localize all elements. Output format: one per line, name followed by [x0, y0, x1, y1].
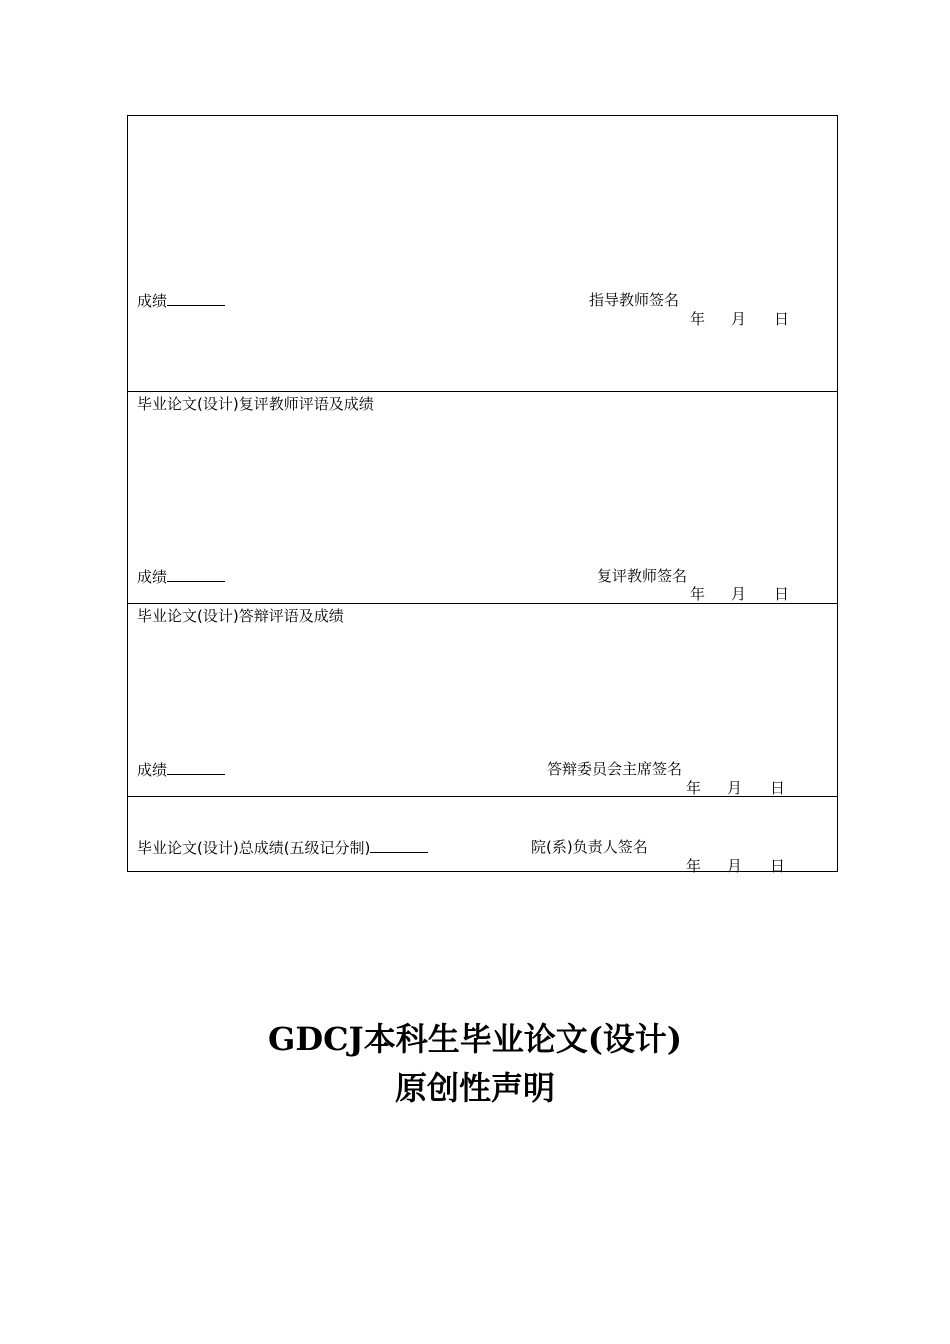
date-day: 日: [770, 857, 786, 875]
review-grade-blank: [167, 567, 225, 582]
defense-comment-section: [128, 603, 837, 797]
total-grade-label: 毕业论文(设计)总成绩(五级记分制): [137, 839, 371, 857]
dean-signature-label: 院(系)负责人签名: [531, 838, 648, 856]
date-month: 月: [727, 857, 743, 875]
advisor-grade-field: [137, 291, 225, 310]
advisor-date: [690, 310, 789, 328]
date-month: 月: [731, 585, 747, 603]
review-grade-label: 成绩: [137, 568, 168, 586]
total-date: [686, 857, 785, 875]
evaluation-form-table: [127, 115, 838, 875]
advisor-signature-label: 指导教师签名: [589, 291, 680, 309]
date-month: 月: [727, 779, 743, 797]
date-year: 年: [690, 310, 706, 328]
total-grade-field: [137, 838, 428, 857]
review-heading: 毕业论文(设计)复评教师评语及成绩: [137, 395, 374, 413]
advisor-grade-blank: [167, 291, 225, 306]
total-grade-section: [128, 796, 837, 874]
date-month: 月: [731, 310, 747, 328]
defense-grade-field: [137, 760, 225, 779]
total-grade-blank: [370, 838, 428, 853]
review-grade-field: [137, 567, 225, 586]
defense-grade-blank: [167, 760, 225, 775]
review-date: [690, 585, 789, 603]
declaration-subtitle: 原创性声明: [394, 1069, 555, 1107]
date-year: 年: [686, 779, 702, 797]
advisor-comment-section: [128, 116, 837, 391]
defense-date: [686, 779, 785, 797]
date-day: 日: [774, 310, 790, 328]
review-signature-label: 复评教师签名: [597, 567, 688, 585]
defense-signature-label: 答辩委员会主席签名: [547, 760, 683, 778]
date-year: 年: [690, 585, 706, 603]
date-day: 日: [774, 585, 790, 603]
advisor-grade-label: 成绩: [137, 292, 168, 310]
review-comment-section: [128, 391, 837, 604]
defense-grade-label: 成绩: [137, 761, 168, 779]
date-year: 年: [686, 857, 702, 875]
defense-heading: 毕业论文(设计)答辩评语及成绩: [137, 607, 344, 625]
declaration-title: GDCJ本科生毕业论文(设计): [268, 1020, 682, 1058]
date-day: 日: [770, 779, 786, 797]
